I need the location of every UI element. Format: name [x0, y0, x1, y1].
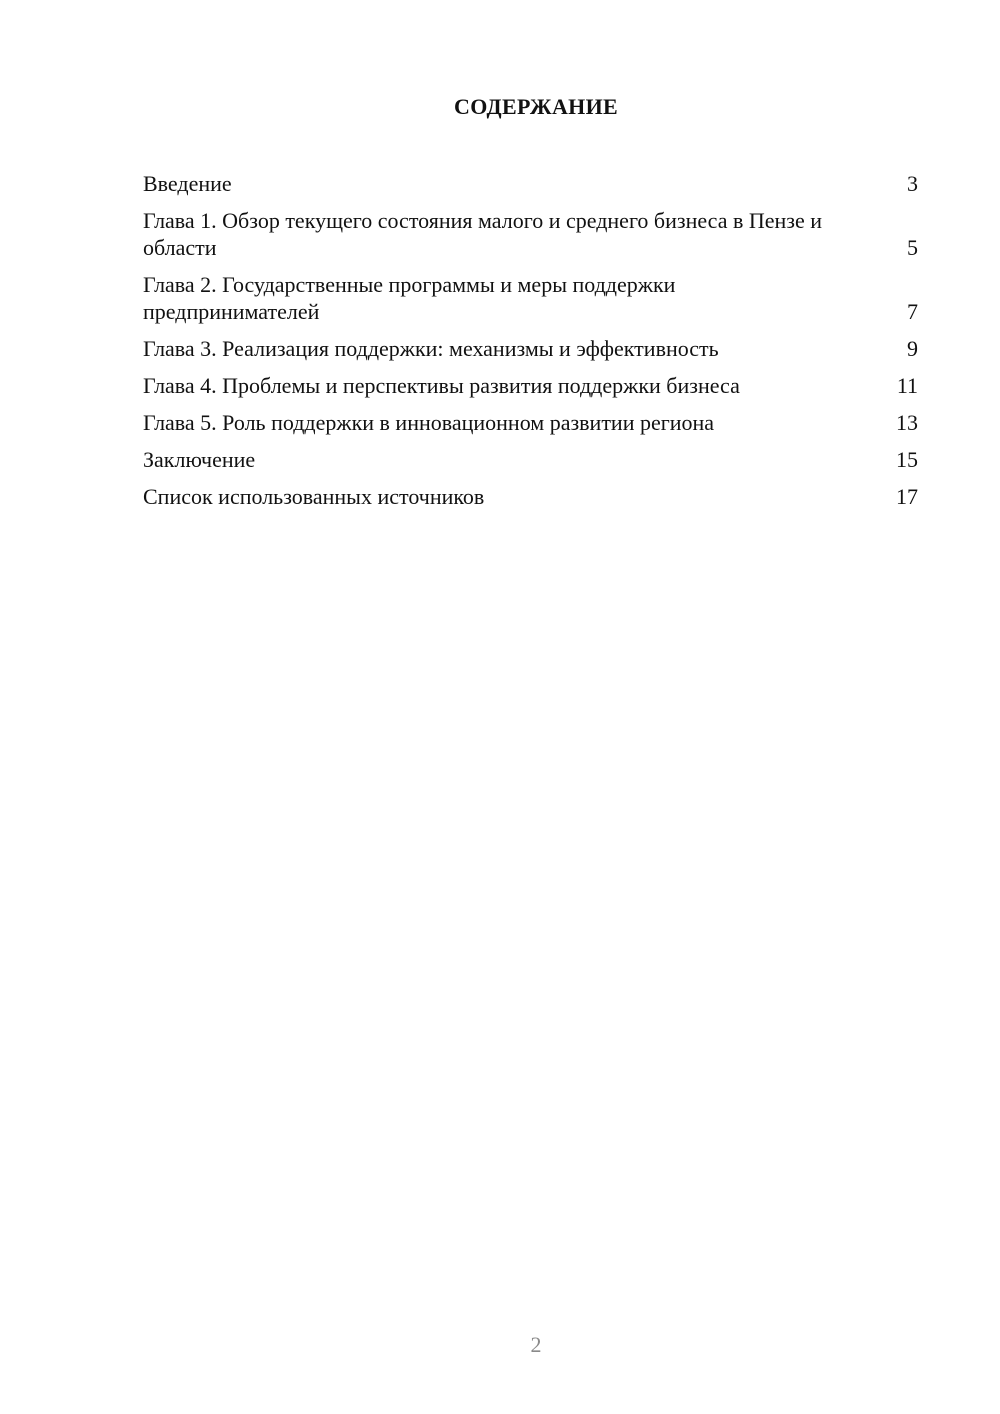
toc-entry-chapter-1[interactable] [143, 207, 918, 261]
toc-entry-page: 11 [896, 373, 918, 398]
toc-entry-chapter-4[interactable] [143, 372, 918, 399]
toc-entry-label: Глава 5. Роль поддержки в инновационном развитии региона [143, 410, 715, 435]
toc-entry-chapter-2[interactable] [143, 271, 918, 325]
toc-entry-label: Глава 4. Проблемы и перспективы развития поддержки бизнеса [143, 373, 740, 398]
toc-entry-label: Введение [143, 171, 232, 196]
toc-entry-chapter-3[interactable] [143, 335, 918, 362]
toc-list [143, 170, 918, 520]
toc-entry-label: Глава 1. Обзор текущего состояния малого и среднего бизнеса в Пензе и области [143, 208, 823, 260]
toc-entry-page: 17 [896, 484, 918, 509]
toc-entry-page: 15 [896, 447, 918, 472]
toc-entry-page: 3 [907, 171, 918, 196]
toc-entry-label: Глава 3. Реализация поддержки: механизмы и эффективность [143, 336, 719, 361]
toc-entry-label: Список использованных источников [143, 484, 485, 509]
toc-entry-conclusion[interactable] [143, 446, 918, 473]
page-number: 2 [530, 1332, 542, 1357]
toc-entry-label: Глава 2. Государственные программы и меры поддержки предпринимателей [143, 272, 676, 324]
toc-title: СОДЕРЖАНИЕ [454, 94, 618, 119]
toc-entry-references[interactable] [143, 483, 918, 510]
toc-entry-chapter-5[interactable] [143, 409, 918, 436]
toc-entry-label: Заключение [143, 447, 256, 472]
toc-entry-introduction[interactable] [143, 170, 918, 197]
toc-entry-page: 7 [907, 299, 918, 324]
toc-entry-page: 9 [907, 336, 918, 361]
toc-entry-page: 13 [896, 410, 918, 435]
toc-entry-page: 5 [907, 235, 918, 260]
